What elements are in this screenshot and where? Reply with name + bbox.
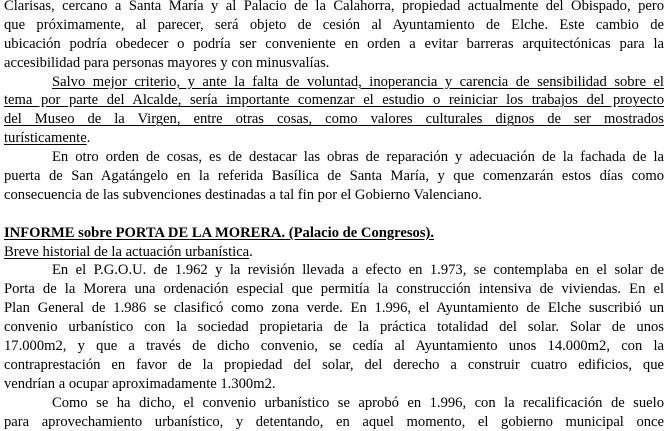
text-line: consecuencia de las subvenciones destinadas a tal fin por el Gobierno Valenciano. bbox=[4, 186, 482, 203]
document-page bbox=[4, 0, 664, 431]
text-line: para aprovechamiento urbanístico, y detentando, en aquel momento, el gobierno municipal once bbox=[4, 413, 664, 430]
text-line: Clarisas, cercano a Santa María y al Palacio de la Calahorra, propiedad actualmente del Obispado, pero bbox=[4, 0, 664, 14]
section-heading bbox=[4, 224, 664, 243]
heading-title: INFORME sobre PORTA DE LA MORERA. bbox=[4, 224, 286, 241]
text-line: Como se ha dicho, el convenio urbanístico se aprobó en 1.996, con la recalificación de suelo bbox=[52, 394, 664, 411]
text-line: vendrían a ocupar aproximadamente 1.300m2. bbox=[4, 375, 276, 392]
paragraph-1 bbox=[4, 0, 664, 73]
underlined-text: tema por parte del Alcalde, sería importante comenzar el estudio o reiniciar los trabajos del proyecto bbox=[4, 92, 664, 109]
subheading-text: Breve historial de la actuación urbanística bbox=[4, 243, 250, 260]
period: . bbox=[86, 130, 91, 147]
paragraph-2-underlined bbox=[4, 73, 664, 149]
text-line: contraprestación en favor de la propiedad del solar, del derecho a construir cuatro edificios, que bbox=[4, 356, 664, 373]
subheading bbox=[4, 243, 664, 262]
text-line: Plan General de 1.986 se clasificó como zona verde. En 1.996, el Ayuntamiento de Elche suscribió un bbox=[4, 300, 664, 317]
text-line bbox=[4, 110, 664, 129]
text-line: En otro orden de cosas, es de destacar las obras de reparación y adecuación de la fachada de la bbox=[52, 149, 664, 166]
underlined-text: turísticamente bbox=[4, 130, 87, 147]
text-line: 17.000m2, y que a través de dicho convenio, se cedía al Ayuntamiento unos 14.000m2, con la bbox=[4, 338, 664, 355]
text-line bbox=[4, 91, 664, 110]
text-line bbox=[4, 129, 664, 148]
text-line: convenio urbanístico con la sociedad propietaria de la práctica totalidad del solar. Solar de unos bbox=[4, 319, 664, 336]
text-line: que próximamente, al parecer, será objeto de cesión al Ayuntamiento de Elche. Este cambio de bbox=[4, 16, 664, 33]
period: . bbox=[249, 243, 253, 260]
text-line: Porta de la Morera una ordenación especial que permitía la construcción intensiva de viviendas. En el bbox=[4, 281, 664, 298]
text-line: En el P.G.O.U. de 1.962 y la revisión llevada a efecto en 1.973, se contemplaba en el solar de bbox=[52, 262, 664, 279]
text-line: ubicación podría obedecer o podría ser conveniente en orden a evitar barreras arquitectónicas para la bbox=[4, 35, 664, 52]
text-line: puerta de San Agatángelo en la referida Basílica de Santa María, y que comenzarán estos días como bbox=[4, 168, 664, 185]
blank-line bbox=[4, 205, 664, 224]
paragraph-5 bbox=[4, 394, 664, 431]
underlined-text: Salvo mejor criterio, y ante la falta de voluntad, inoperancia y carencia de sensibilidad sobre el bbox=[52, 73, 664, 90]
paragraph-3 bbox=[4, 148, 664, 205]
underlined-text: del Museo de la Virgen, entre otras cosas, como valores culturales dignos de ser mostrados bbox=[4, 111, 664, 128]
text-line: accesibilidad para personas mayores y con minusvalías. bbox=[4, 54, 330, 71]
text-line bbox=[4, 73, 664, 92]
heading-subtitle: (Palacio de Congresos). bbox=[285, 224, 435, 241]
paragraph-4 bbox=[4, 261, 664, 393]
